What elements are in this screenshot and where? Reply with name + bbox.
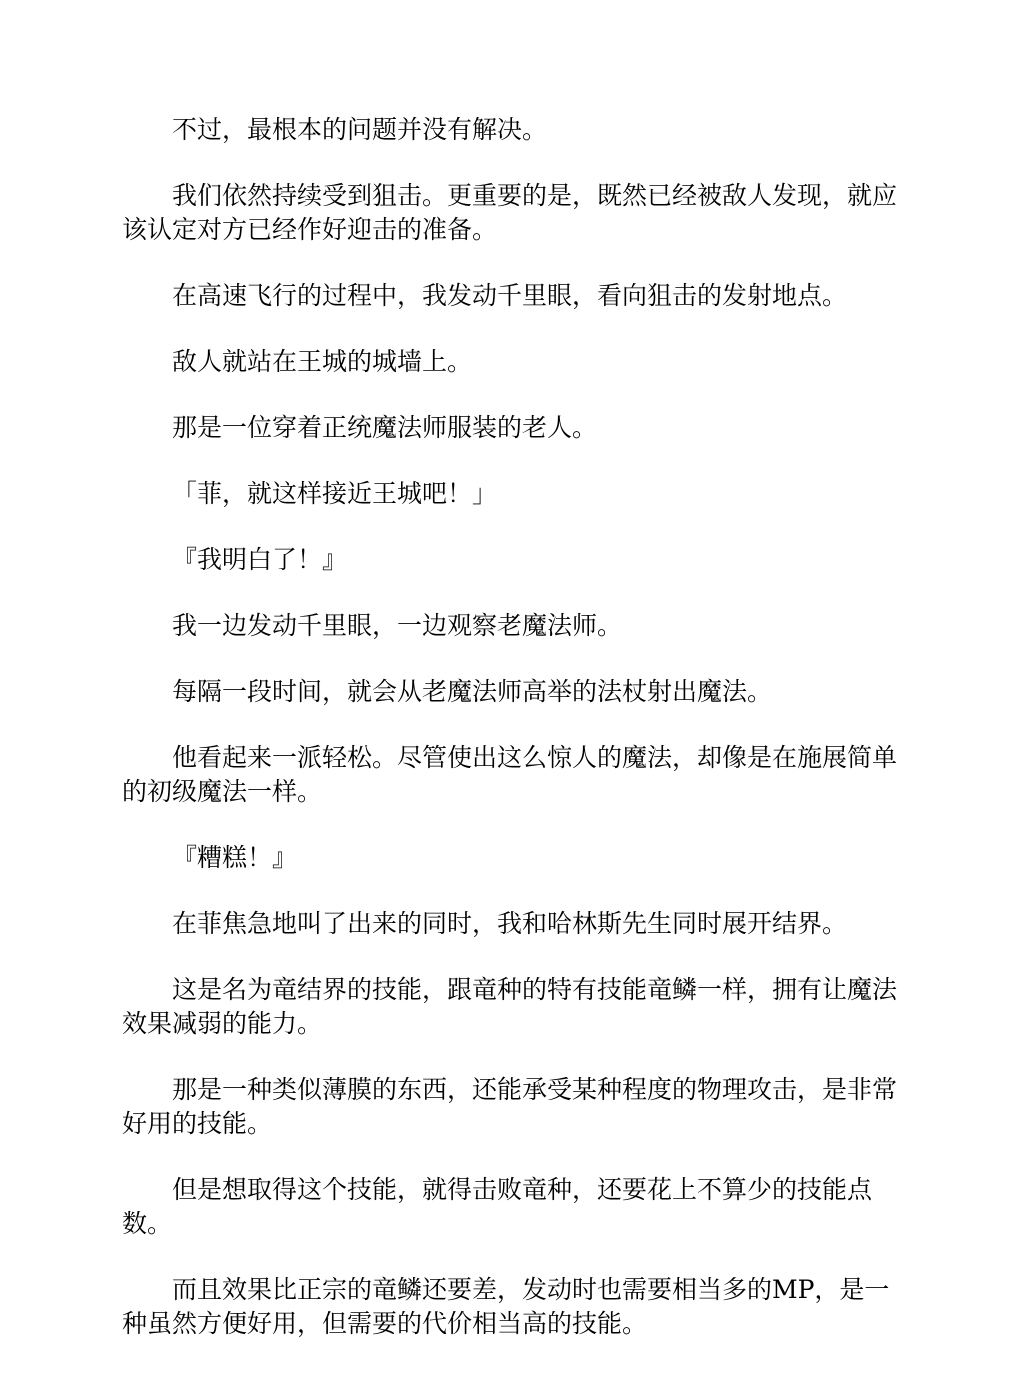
paragraph: 「菲，就这样接近王城吧！」 xyxy=(172,479,498,508)
paragraph: 我们依然持续受到狙击。更重要的是，既然已经被敌人发现，就应该认定对方已经作好迎击的准备。 xyxy=(122,181,898,244)
paragraph: 在菲焦急地叫了出来的同时，我和哈林斯先生同时展开结界。 xyxy=(172,909,848,938)
paragraph: 每隔一段时间，就会从老魔法师高举的法杖射出魔法。 xyxy=(172,677,773,706)
paragraph: 敌人就站在王城的城墙上。 xyxy=(172,347,473,376)
paragraph: 而且效果比正宗的竜鳞还要差，发动时也需要相当多的MP，是一种虽然方便好用，但需要的代价相当高的技能。 xyxy=(122,1275,890,1338)
paragraph: 『糟糕！』 xyxy=(172,843,298,872)
paragraph: 『我明白了！』 xyxy=(172,545,348,574)
paragraph: 我一边发动千里眼，一边观察老魔法师。 xyxy=(172,611,623,640)
body-text xyxy=(122,113,898,1373)
paragraph: 那是一位穿着正统魔法师服装的老人。 xyxy=(172,413,598,442)
paragraph: 但是想取得这个技能，就得击败竜种，还要花上不算少的技能点数。 xyxy=(122,1175,873,1238)
paragraph: 他看起来一派轻松。尽管使出这么惊人的魔法，却像是在施展简单的初级魔法一样。 xyxy=(122,743,898,806)
paragraph: 那是一种类似薄膜的东西，还能承受某种程度的物理攻击，是非常好用的技能。 xyxy=(122,1075,898,1138)
paragraph: 这是名为竜结界的技能，跟竜种的特有技能竜鳞一样，拥有让魔法效果减弱的能力。 xyxy=(122,975,898,1038)
paragraph: 在高速飞行的过程中，我发动千里眼，看向狙击的发射地点。 xyxy=(172,281,848,310)
paragraph: 不过，最根本的问题并没有解决。 xyxy=(172,115,548,144)
